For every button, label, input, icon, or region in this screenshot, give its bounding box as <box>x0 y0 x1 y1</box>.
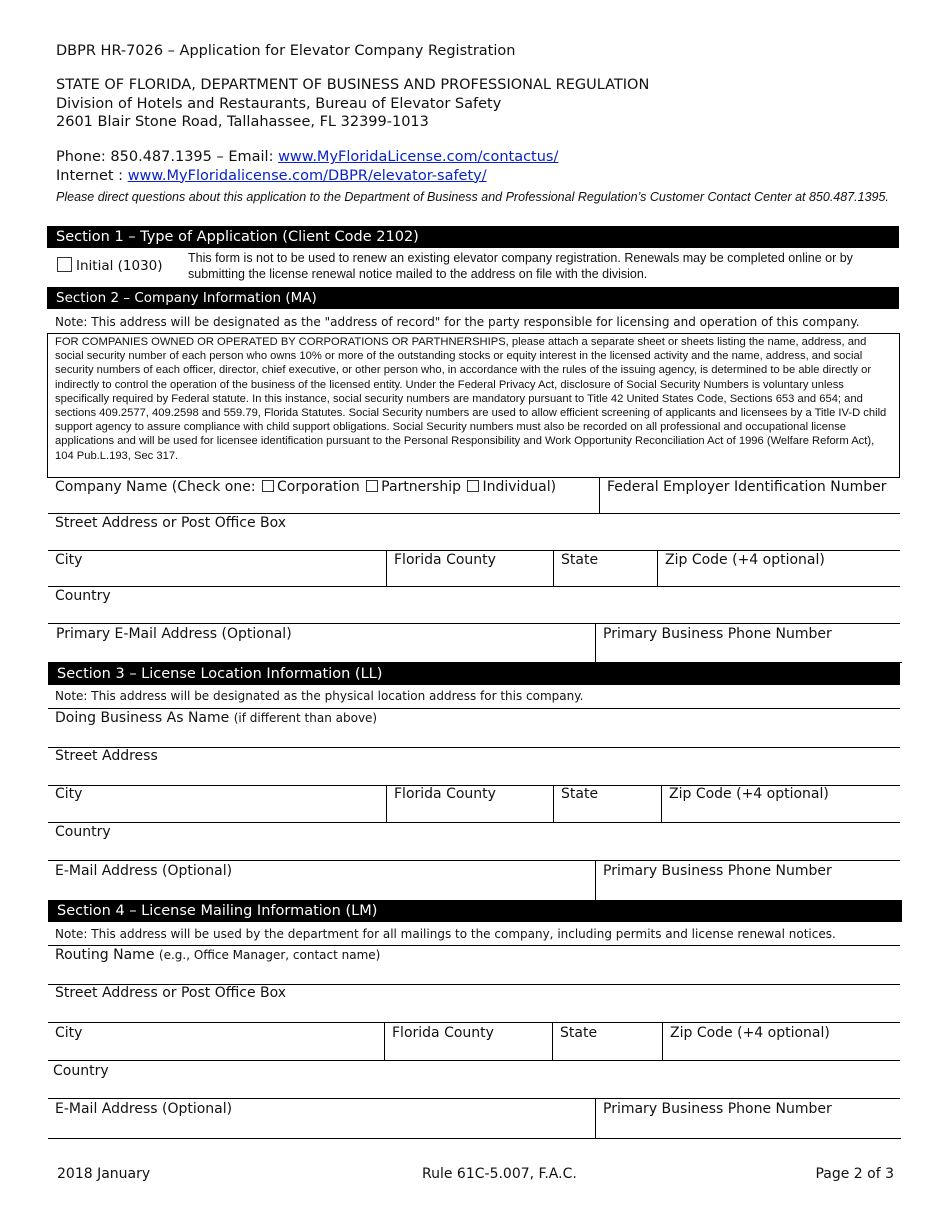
ll-state-label: State <box>561 786 599 802</box>
ll-city-row <box>48 786 900 823</box>
phone-label: Primary Business Phone Number <box>603 626 832 642</box>
section2-note: Note: This address will be designated as the "address of record" for the party responsible for licensing and operation of this company. <box>55 315 860 329</box>
section4-note: Note: This address will be used by the department for all mailings to the company, including permits and license renewal notices. <box>55 927 836 941</box>
division-name: Division of Hotels and Restaurants, Bureau of Elevator Safety <box>56 95 502 112</box>
website-link[interactable]: www.MyFloridalicense.com/DBPR/elevator-safety/ <box>127 167 487 184</box>
city-row <box>48 551 900 587</box>
ll-email-field[interactable] <box>48 861 595 900</box>
section4-header: Section 4 – License Mailing Information (LM) <box>48 900 902 922</box>
routing-label: Routing Name <box>55 947 155 963</box>
ll-zip-field[interactable] <box>661 786 900 822</box>
individual-checkbox[interactable] <box>467 480 479 492</box>
initial-checkbox[interactable] <box>57 257 72 272</box>
city-field[interactable] <box>48 551 386 586</box>
country-field[interactable] <box>48 587 900 623</box>
street-field[interactable] <box>48 514 900 550</box>
lm-email-phone-row <box>48 1099 901 1139</box>
corporation-label: Corporation <box>277 479 360 495</box>
ll-phone-field[interactable] <box>595 861 902 900</box>
ll-country-label: Country <box>55 824 111 840</box>
lm-phone-label: Primary Business Phone Number <box>603 1101 832 1117</box>
lm-city-row <box>48 1023 900 1061</box>
ll-email-label: E-Mail Address (Optional) <box>55 863 233 879</box>
contact-block <box>56 148 558 185</box>
ll-email-phone-row <box>48 861 902 901</box>
corporation-checkbox[interactable] <box>262 480 274 492</box>
ll-country-field[interactable] <box>48 823 900 860</box>
initial-option[interactable] <box>57 257 163 274</box>
ll-city-label: City <box>55 786 83 802</box>
ll-phone-label: Primary Business Phone Number <box>603 863 832 879</box>
zip-label: Zip Code (+4 optional) <box>665 552 825 568</box>
ll-county-field[interactable] <box>386 786 553 822</box>
lm-county-field[interactable] <box>384 1023 552 1060</box>
lm-street-label: Street Address or Post Office Box <box>55 985 287 1001</box>
section2-header: Section 2 – Company Information (MA) <box>47 287 899 309</box>
agency-name: STATE OF FLORIDA, DEPARTMENT OF BUSINESS AND PROFESSIONAL REGULATION <box>56 77 650 93</box>
footer-page-number: Page 2 of 3 <box>815 1166 894 1182</box>
lm-zip-field[interactable] <box>662 1023 900 1060</box>
lm-zip-label: Zip Code (+4 optional) <box>670 1025 830 1041</box>
lm-state-field[interactable] <box>552 1023 662 1060</box>
section3-note: Note: This address will be designated as the physical location address for this company. <box>55 689 584 703</box>
email-phone-row <box>48 624 902 663</box>
company-name-label: Company Name (Check one: <box>55 479 256 495</box>
dba-row <box>48 708 900 748</box>
routing-field[interactable] <box>48 946 900 984</box>
lm-country-row <box>48 1061 900 1099</box>
internet-line <box>56 167 558 186</box>
lm-county-label: Florida County <box>392 1025 494 1041</box>
footer-rule: Rule 61C-5.007, F.A.C. <box>422 1166 577 1182</box>
dba-label: Doing Business As Name <box>55 710 230 726</box>
footer-date: 2018 January <box>57 1166 151 1182</box>
ll-street-row <box>48 748 900 786</box>
phone-email-label: Phone: 850.487.1395 – Email: <box>56 149 279 165</box>
agency-address: 2601 Blair Stone Road, Tallahassee, FL 32399-1013 <box>56 114 429 130</box>
county-field[interactable] <box>386 551 553 586</box>
ll-state-field[interactable] <box>553 786 661 822</box>
email-label: Primary E-Mail Address (Optional) <box>56 626 292 642</box>
lm-email-field[interactable] <box>48 1099 595 1138</box>
email-field[interactable] <box>48 624 595 662</box>
lm-country-label: Country <box>53 1063 109 1079</box>
country-label: Country <box>55 588 111 604</box>
lm-city-field[interactable] <box>48 1023 384 1060</box>
lm-email-label: E-Mail Address (Optional) <box>55 1101 233 1117</box>
fein-field[interactable] <box>599 478 900 513</box>
contact-email-link[interactable]: www.MyFloridaLicense.com/contactus/ <box>278 149 559 165</box>
individual-label: Individual) <box>482 479 557 495</box>
ownership-disclosure: FOR COMPANIES OWNED OR OPERATED BY CORPORATIONS OR PARTHNERSHIPS, please attach a separate sheet or sheets listing the name, address, and social security number of each person who owns 10% or more of the outstanding stocks or equity interest in the licensed activity and the name, address, and social security numbers of each officer, director, chief executive, or other person who, in accordance with the rules of the issuing agency, is determined to be able directly or indirectly to control the operation of the business of the licensed entity. Under the Federal Privacy Act, disclosure of Social Security Numbers is voluntary unless specifically required by Federal statute. In this instance, social security numbers are mandatory pursuant to Title 42 United States Code, Sections 653 and 654; and sections 409.2577, 409.2598 and 559.79, Florida Statutes. Social Security numbers are used to allow efficient screening of applicants and licensees by a Title IV-D child support agency to assure compliance with child support obligations. Social Security numbers must also be recorded on all professional and occupational license applications and will be used for licensee identification pursuant to the Personal Responsibility and Work Opportunity Reconciliation Act of 1996 (Welfare Reform Act), 104 Pub.L.193, Sec 317. <box>47 333 900 478</box>
agency-block <box>56 76 649 132</box>
contact-notice: Please direct questions about this application to the Department of Business and Professional Regulation’s Customer Contact Center at 850.487.1395. <box>56 190 889 204</box>
ll-zip-label: Zip Code (+4 optional) <box>669 786 829 802</box>
ll-city-field[interactable] <box>48 786 386 822</box>
lm-state-label: State <box>560 1025 598 1041</box>
street-label: Street Address or Post Office Box <box>55 515 287 531</box>
phone-field[interactable] <box>595 624 902 662</box>
partnership-checkbox[interactable] <box>366 480 378 492</box>
internet-label: Internet : <box>56 167 128 184</box>
fein-label: Federal Employer Identification Number <box>607 479 887 495</box>
section3-header: Section 3 – License Location Information (LL) <box>48 663 900 685</box>
country-row <box>48 587 900 624</box>
ll-country-row <box>48 823 900 861</box>
partnership-label: Partnership <box>381 479 461 495</box>
ll-street-label: Street Address <box>55 748 158 764</box>
ll-street-field[interactable] <box>48 748 900 785</box>
routing-row <box>48 945 900 985</box>
company-name-field[interactable] <box>48 478 599 513</box>
lm-country-field[interactable] <box>48 1061 900 1098</box>
county-label: Florida County <box>394 552 496 568</box>
section1-instructions: This form is not to be used to renew an existing elevator company registration. Renewals may be completed online or by submitting the license renewal notice mailed to the address on file with the division. <box>188 251 853 281</box>
phone-email-line <box>56 148 558 167</box>
zip-field[interactable] <box>657 551 900 586</box>
lm-city-label: City <box>55 1025 83 1041</box>
city-label: City <box>55 552 83 568</box>
initial-label: Initial (1030) <box>76 258 163 274</box>
section1-header: Section 1 – Type of Application (Client Code 2102) <box>47 226 899 248</box>
company-name-row <box>48 478 900 514</box>
ll-county-label: Florida County <box>394 786 496 802</box>
state-field[interactable] <box>553 551 657 586</box>
lm-street-row <box>48 985 900 1023</box>
dba-hint: (if different than above) <box>233 711 378 725</box>
state-label: State <box>561 552 599 568</box>
dba-field[interactable] <box>48 709 900 747</box>
routing-hint: (e.g., Office Manager, contact name) <box>158 948 381 962</box>
lm-phone-field[interactable] <box>595 1099 901 1138</box>
form-title: DBPR HR-7026 – Application for Elevator Company Registration <box>56 43 516 59</box>
street-row <box>48 514 900 551</box>
lm-street-field[interactable] <box>48 985 900 1022</box>
